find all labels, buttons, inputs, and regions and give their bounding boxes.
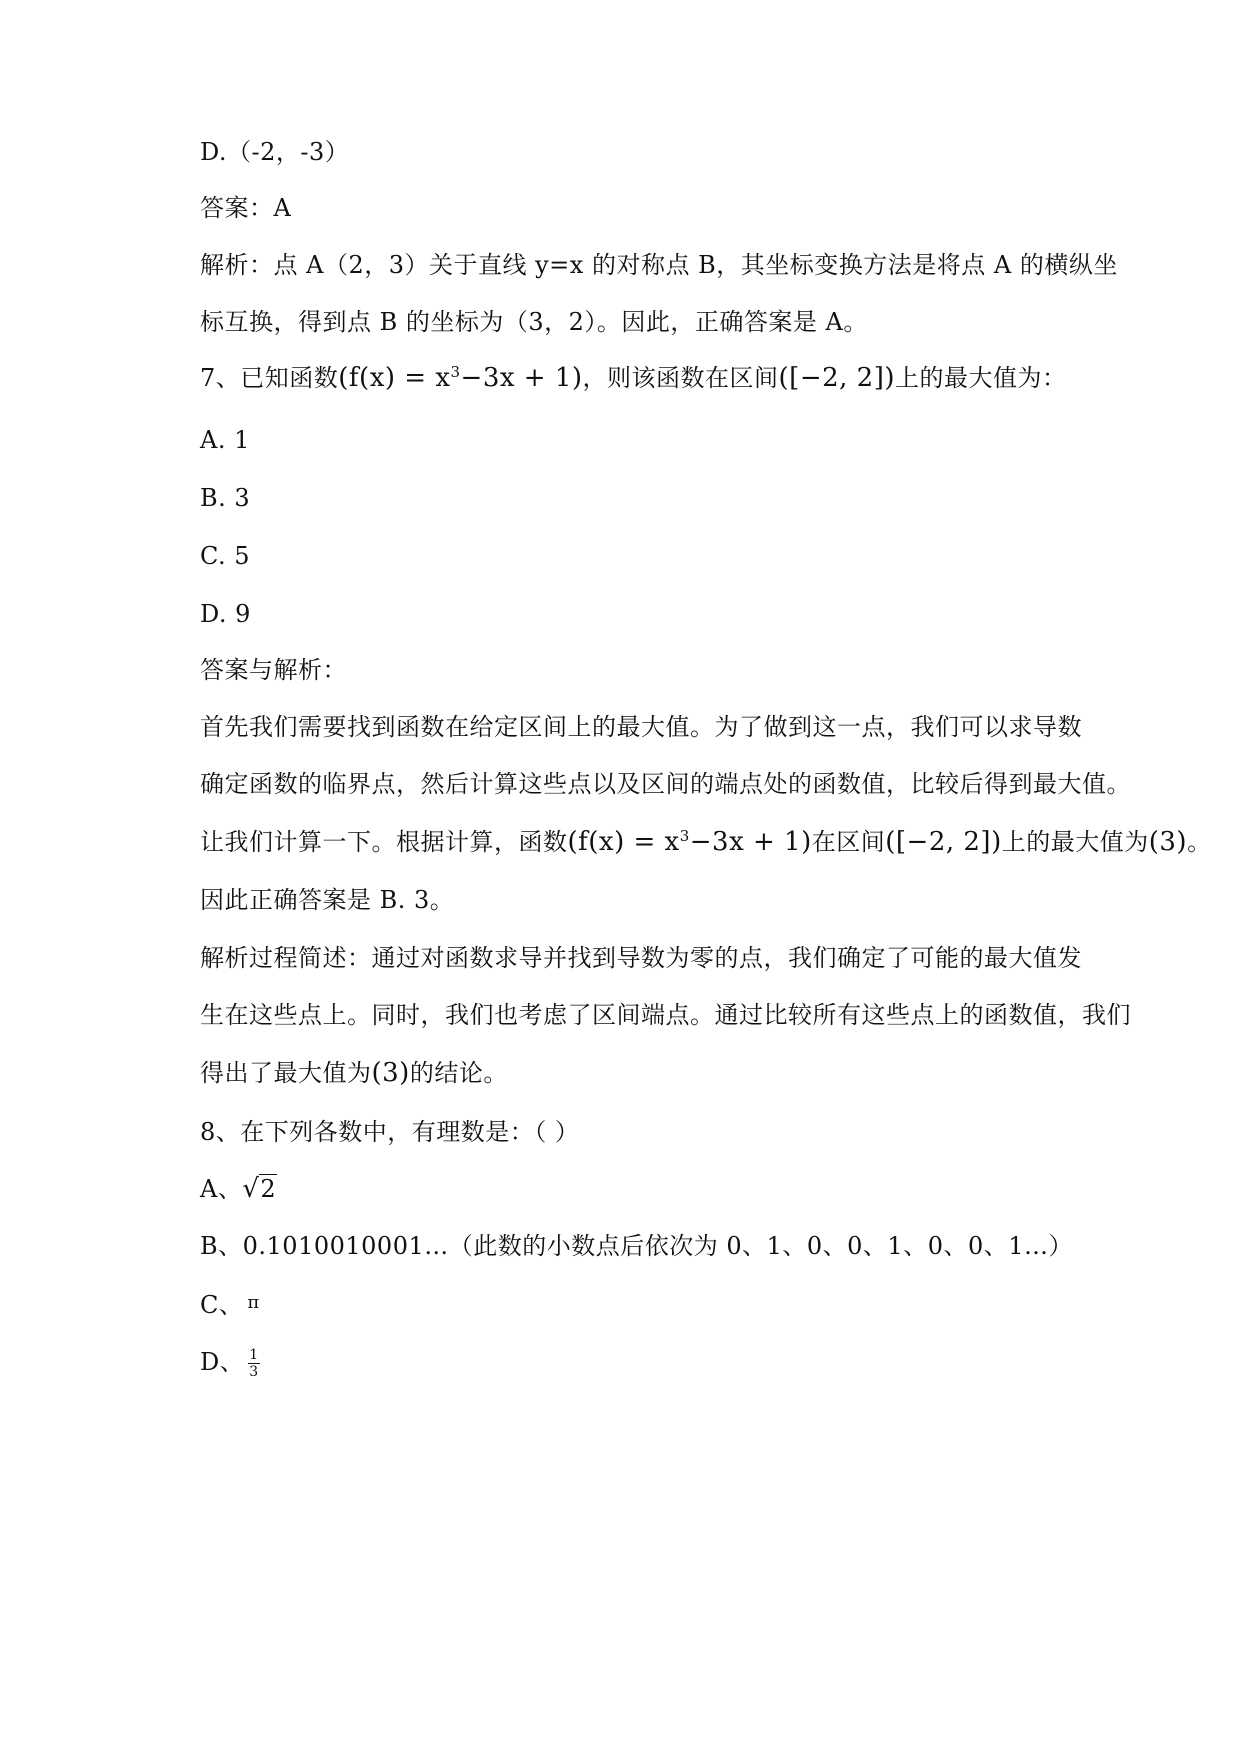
q6-analysis-line1: 解析：点 A（2，3）关于直线 y=x 的对称点 B，其坐标变换方法是将点 A 的横纵坐 <box>200 251 1118 279</box>
q6-option-d: D.（-2，-3） <box>200 138 350 166</box>
q7-conclusion: 因此正确答案是 B. 3。 <box>200 886 455 914</box>
q7-answer-heading: 答案与解析： <box>200 656 347 684</box>
q8-option-c-label: C、 <box>200 1291 244 1319</box>
q6-answer: 答案：A <box>200 194 292 222</box>
fraction-numerator: 1 <box>249 1347 259 1363</box>
q7-para1-interval: ([−2, 2]) <box>885 827 1002 857</box>
q8-option-a-label: A、 <box>200 1175 243 1203</box>
q7-stem-prefix: 7、已知函数 <box>200 364 339 392</box>
q7-stem <box>200 362 1067 394</box>
q7-option-d: D. 9 <box>200 600 251 628</box>
q7-option-a: A. 1 <box>200 426 250 454</box>
q8-option-d <box>200 1346 260 1380</box>
q8-option-c <box>200 1287 260 1321</box>
q7-summary-line2: 生在这些点上。同时，我们也考虑了区间端点。通过比较所有这些点上的函数值，我们 <box>200 1001 1131 1029</box>
q7-para1-line2: 确定函数的临界点，然后计算这些点以及区间的端点处的函数值，比较后得到最大值。 <box>200 770 1131 798</box>
fraction-denominator: 3 <box>249 1364 259 1380</box>
q7-para1-mid: 在区间 <box>811 828 886 856</box>
q7-summary-suffix: 的结论。 <box>409 1059 508 1087</box>
q7-para1-line1: 首先我们需要找到函数在给定区间上的最大值。为了做到这一点，我们可以求导数 <box>200 713 1082 741</box>
q8-stem: 8、在下列各数中，有理数是：（ ） <box>200 1118 580 1146</box>
q7-para1-mid2: 上的最大值为 <box>1001 828 1149 856</box>
q8-option-b: B、0.1010010001…（此数的小数点后依次为 0、1、0、0、1、0、0、1…） <box>200 1232 1074 1260</box>
q7-function-b: −3x + 1) <box>460 363 583 393</box>
q7-para1-value: (3) <box>1148 827 1188 857</box>
q6-analysis-line2: 标互换，得到点 B 的坐标为（3，2）。因此，正确答案是 A。 <box>200 308 868 336</box>
q8-option-a <box>200 1173 277 1205</box>
q7-para1-function-a: (f(x) = x <box>567 827 680 857</box>
q8-option-a-radicand: 2 <box>260 1175 277 1203</box>
sqrt-symbol: √ <box>242 1174 260 1204</box>
q7-summary-value: (3) <box>371 1058 410 1088</box>
q7-para1-line3 <box>200 826 1212 858</box>
q7-summary-line3 <box>200 1057 508 1089</box>
q7-para1-function-exponent: 3 <box>679 827 690 845</box>
q7-option-c: C. 5 <box>200 542 251 570</box>
q7-para1-end: 。 <box>1187 828 1212 856</box>
q7-para1-function-b: −3x + 1) <box>689 827 812 857</box>
q7-stem-suffix: 上的最大值为： <box>895 364 1067 392</box>
q7-function-a: (f(x) = x <box>338 363 451 393</box>
q8-option-c-pi: π <box>247 1292 260 1313</box>
q7-para1-line3-prefix: 让我们计算一下。根据计算，函数 <box>200 828 568 856</box>
q7-function-exponent: 3 <box>450 363 461 381</box>
q7-interval: ([−2, 2]) <box>778 363 896 393</box>
q7-stem-mid: ，则该函数在区间 <box>582 364 779 392</box>
q7-summary-line1: 解析过程简述：通过对函数求导并找到导数为零的点，我们确定了可能的最大值发 <box>200 944 1082 972</box>
q7-summary-prefix: 得出了最大值为 <box>200 1059 372 1087</box>
q8-option-d-label: D、 <box>200 1348 245 1376</box>
q7-option-b: B. 3 <box>200 484 251 512</box>
q8-option-d-fraction <box>248 1347 259 1380</box>
